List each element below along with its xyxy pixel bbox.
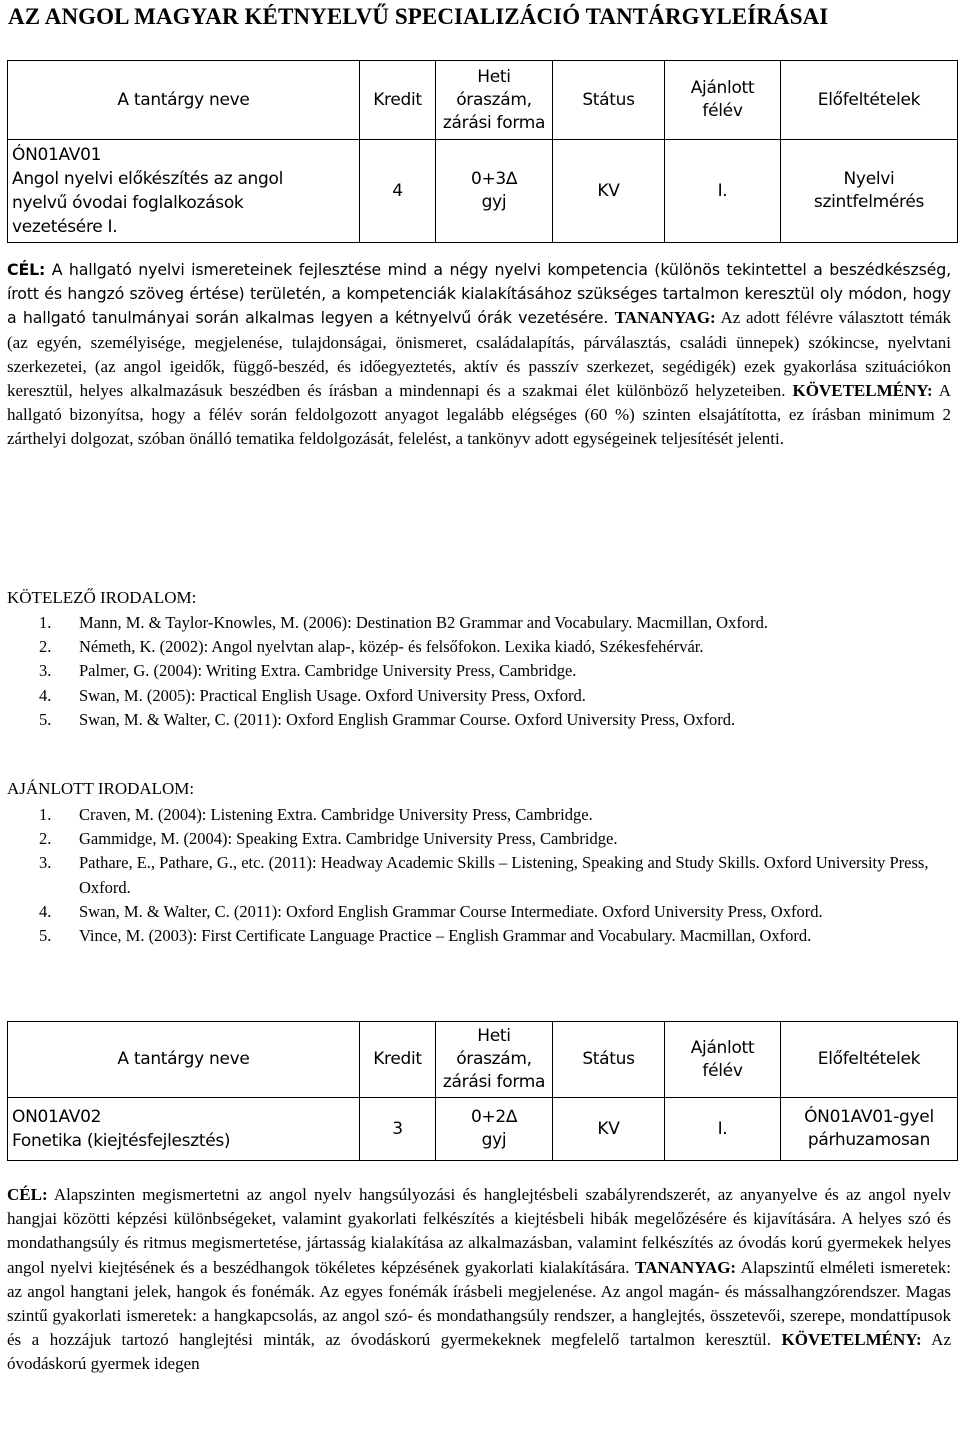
required-lit-title: KÖTELEZŐ IRODALOM:	[7, 588, 197, 607]
required-lit-list	[7, 611, 951, 732]
kovetelmeny-label: KÖVETELMÉNY:	[781, 1330, 922, 1350]
delta-symbol: ∆	[505, 1107, 518, 1127]
course-name-cell	[8, 140, 360, 243]
list-item: 5. Vince, M. (2003): First Certificate Language Practice – English Grammar and Vocabulary. Macmillan, Oxford.	[39, 926, 812, 946]
course-row	[8, 140, 958, 243]
list-item: 3. Palmer, G. (2004): Writing Extra. Cambridge University Press, Cambridge.	[39, 661, 577, 681]
course-credit: 3	[360, 1098, 436, 1161]
course-code: ON01AV02	[12, 1107, 102, 1127]
course-name-line: nyelvű óvodai foglalkozások	[12, 193, 244, 213]
recommended-lit-title: AJÁNLOTT IRODALOM:	[7, 779, 195, 798]
course-status: KV	[553, 1098, 665, 1161]
list-item: 5. Swan, M. & Walter, C. (2011): Oxford English Grammar Course. Oxford University Press, Oxford.	[39, 709, 736, 729]
kovetelmeny-label: KÖVETELMÉNY:	[792, 381, 933, 401]
list-item: 2. Gammidge, M. (2004): Speaking Extra. Cambridge University Press, Cambridge.	[39, 829, 618, 849]
header-hours: Heti óraszám, zárási forma	[436, 1022, 553, 1098]
table-header-row	[8, 1022, 958, 1098]
header-name: A tantárgy neve	[8, 61, 360, 140]
header-semester: Ajánlott félév	[665, 1022, 781, 1098]
list-item: 4. Swan, M. (2005): Practical English Usage. Oxford University Press, Oxford.	[39, 685, 586, 705]
header-semester: Ajánlott félév	[665, 61, 781, 140]
course-row	[8, 1098, 958, 1161]
document-title: AZ ANGOL MAGYAR KÉTNYELVŰ SPECIALIZÁCIÓ TANTÁRGYLEÍRÁSAI	[8, 4, 829, 29]
header-hours: Heti óraszám, zárási forma	[436, 61, 553, 140]
tananyag-label: TANANYAG:	[614, 308, 716, 328]
course-code: ÓN01AV01	[12, 145, 102, 165]
recommended-lit-list	[7, 803, 951, 948]
list-item: 1. Mann, M. & Taylor-Knowles, M. (2006): Destination B2 Grammar and Vocabulary. Macmillan, Oxford.	[39, 613, 768, 632]
tananyag-label: TANANYAG:	[635, 1257, 737, 1277]
course-name-cell	[8, 1098, 360, 1161]
cel-label: CÉL:	[7, 1185, 48, 1204]
header-credit: Kredit	[360, 1022, 436, 1098]
delta-symbol: ∆	[505, 169, 518, 189]
table-header-row	[8, 61, 958, 140]
course-name-line: Angol nyelvi előkészítés az angol	[12, 169, 284, 189]
header-prereq: Előfeltételek	[781, 1022, 958, 1098]
list-item: 4. Swan, M. & Walter, C. (2011): Oxford English Grammar Course Intermediate. Oxford University Press, Oxford.	[39, 901, 823, 921]
course-hours: 0+2∆ gyj	[436, 1098, 553, 1161]
list-item: 3. Pathare, E., Pathare, G., etc. (2011): Headway Academic Skills – Listening, Speaking and Study Skills. Oxford University Press, Oxford.	[39, 853, 929, 897]
header-status: Státus	[553, 61, 665, 140]
course-table-1	[7, 60, 958, 243]
header-prereq: Előfeltételek	[781, 61, 958, 140]
header-credit: Kredit	[360, 61, 436, 140]
course-credit: 4	[360, 140, 436, 243]
cel-label: CÉL:	[7, 260, 46, 279]
course-prereq: Nyelvi szintfelmérés	[781, 140, 958, 243]
course-semester: I.	[665, 1098, 781, 1161]
list-item: 2. Németh, K. (2002): Angol nyelvtan alap-, közép- és felsőfokon. Lexika kiadó, Székesfehérvár.	[39, 637, 704, 657]
course-table-2	[7, 1021, 958, 1161]
course-hours: 0+3∆ gyj	[436, 140, 553, 243]
course-semester: I.	[665, 140, 781, 243]
header-status: Státus	[553, 1022, 665, 1098]
list-item: 1. Craven, M. (2004): Listening Extra. Cambridge University Press, Cambridge.	[39, 805, 593, 824]
course-2-description: CÉL: Alapszinten megismertetni az angol nyelv hangsúlyozási és hanglejtésbeli szabályrendszerét, az anyanyelve és az angol nyelv hangjai közötti képzési különbségeket, valamint gyakorlati felkészítés a kiejtésbeli hibák megelőzésére és kijavítására. A helyes szó és mondathangsúly és ritmus megismertetése, jártasság kialakítása az alkalmazásban, valamint felkészítés az óvodás korú gyermekek helyes angol nyelvi kiejtésének és a beszédhangok tökéletes képzésének gyakorlati kialakítására. TANANYAG: Alapszintű elméleti ismeretek: az angol hangtani jelek, hangok és fonémák. Az egyes fonémák írásbeli megjelenése. Az angol magán- és mássalhangzórendszer. Magas szintű gyakorlati ismeretek: a hangkapcsolás, az angol szó- és mondathangsúly rendszer, a hanglejtés, összetevői, szerepe, mondattípusok és a hozzájuk tartozó hanglejtési minták, az óvodáskorú gyermekeknek megfelelő tartalmon keresztül. KÖVETELMÉNY: Az óvodáskorú gyermek idegen	[7, 1185, 952, 1374]
course-1-description: CÉL: A hallgató nyelvi ismereteinek fejlesztése mind a négy nyelvi kompetencia (különös tekintettel a beszédkészség, írott és hangzó szöveg értése) területén, a kompetenciák kialakításához szükséges tartalmon keresztül oly módon, hogy a hallgató tanulmányai során alkalmas legyen a kétnyelvű órák vezetésére. TANANYAG: Az adott félévre választott témák (az egyén, személyisége, megjelenése, tulajdonságai, önismeret, családalapítás, párválasztás, családi ünnepek) szókincse, nyelvtani szerkezetei, (az angol igeidők, függő-beszéd, és időegyeztetés, aktív és passzív szerkezet, segédigék) ezek gyakorlása szituációkon keresztül, helyes alkalmazásuk beszédben és írásban a mindennapi és a szakmai élet különböző helyzeteiben. KÖVETELMÉNY: A hallgató bizonyítsa, hogy a félév során feldolgozott anyagot legalább elégséges (60 %) szinten elsajátította, ez írásban minimum 2 zárthelyi dolgozat, szóban önálló tematika feldolgozását, felelést, a tankönyv adott egységeinek teljesítését jelenti.	[7, 260, 951, 449]
course-status: KV	[553, 140, 665, 243]
course-name-line: vezetésére I.	[12, 217, 118, 237]
header-name: A tantárgy neve	[8, 1022, 360, 1098]
course-prereq: ÓN01AV01-gyel párhuzamosan	[781, 1098, 958, 1161]
course-name-line: Fonetika (kiejtésfejlesztés)	[12, 1131, 231, 1151]
